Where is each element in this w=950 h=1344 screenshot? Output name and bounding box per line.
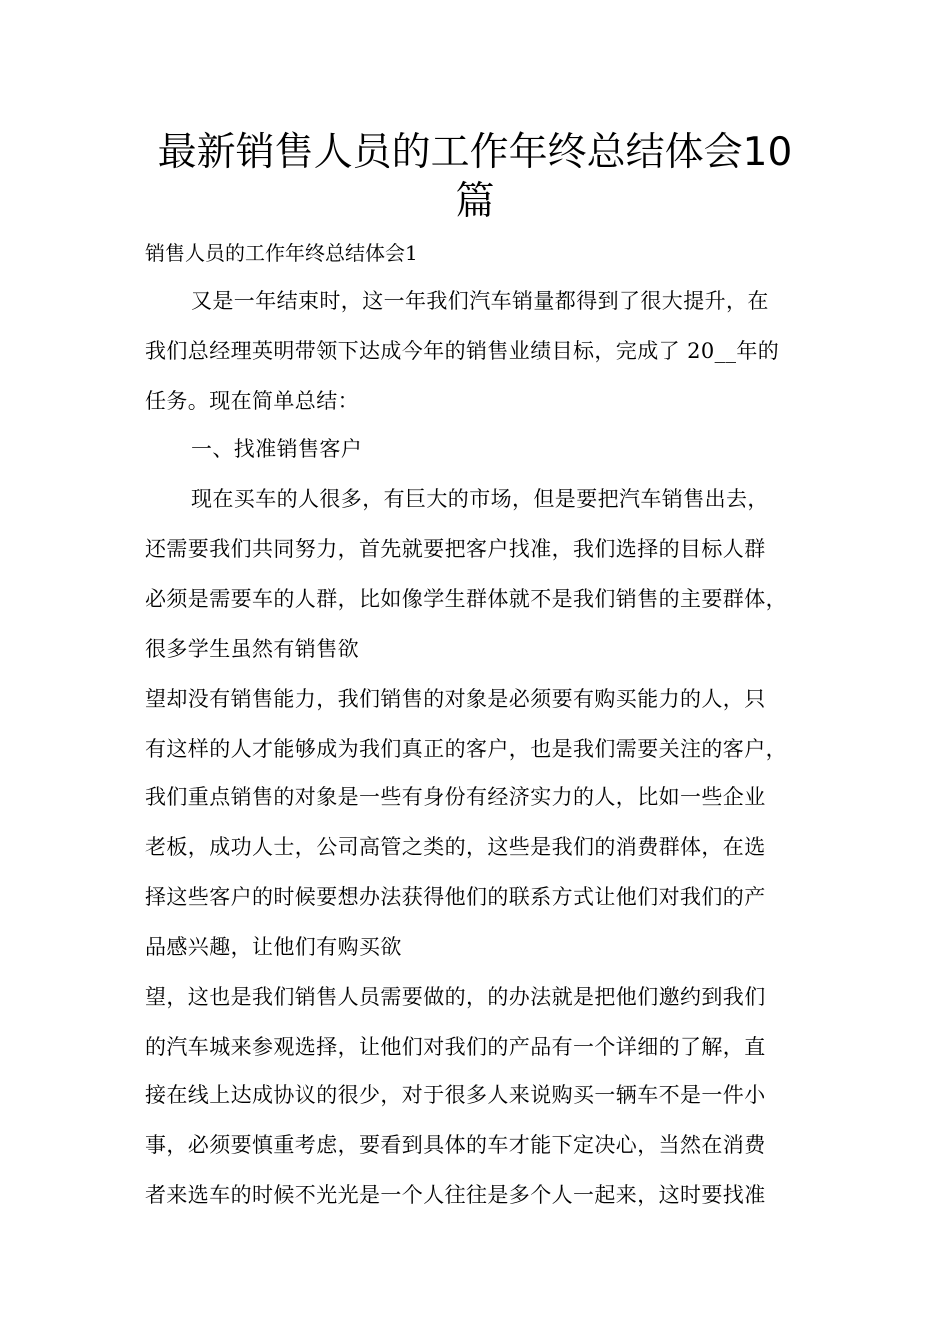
text-line: 择这些客户的时候要想办法获得他们的联系方式让他们对我们的产 [145,885,766,909]
text-line: 有这样的人才能够成为我们真正的客户，也是我们需要关注的客户， [145,737,787,761]
section-heading: 销售人员的工作年终总结体会1 [145,241,418,265]
text-line: 事，必须要慎重考虑，要看到具体的车才能下定决心，当然在消费 [145,1133,766,1157]
text-line: 很多学生虽然有销售欲 [145,637,359,661]
text-line: 品感兴趣，让他们有购买欲 [145,935,402,959]
text-line: 接在线上达成协议的很少，对于很多人来说购买一辆车不是一件小 [145,1083,766,1107]
document-title [120,128,830,226]
text-line: 必须是需要车的人群，比如像学生群体就不是我们销售的主要群体， [145,587,787,611]
text-line: 还需要我们共同努力，首先就要把客户找准，我们选择的目标人群 [145,537,766,561]
title-line-2: 篇 [455,179,495,224]
text-line: 我们总经理英明带领下达成今年的销售业绩目标，完成了 20__年的 [145,339,780,363]
text-line: 的汽车城来参观选择，让他们对我们的产品有一个详细的了解，直 [145,1035,766,1059]
text-line: 老板，成功人士，公司高管之类的，这些是我们的消费群体，在选 [145,835,766,859]
text-line: 现在买车的人很多，有巨大的市场，但是要把汽车销售出去， [191,487,769,511]
subheading-line: 一、找准销售客户 [191,437,363,461]
text-line: 任务。现在简单总结： [145,389,359,413]
title-line-1: 最新销售人员的工作年终总结体会10 [157,130,793,175]
text-line: 望却没有销售能力，我们销售的对象是必须要有购买能力的人，只 [145,687,766,711]
text-line: 望，这也是我们销售人员需要做的，的办法就是把他们邀约到我们 [145,985,766,1009]
text-line: 又是一年结束时，这一年我们汽车销量都得到了很大提升，在 [191,289,769,313]
text-line: 我们重点销售的对象是一些有身份有经济实力的人，比如一些企业 [145,785,766,809]
text-line: 者来选车的时候不光光是一个人往往是多个人一起来，这时要找准 [145,1183,766,1207]
